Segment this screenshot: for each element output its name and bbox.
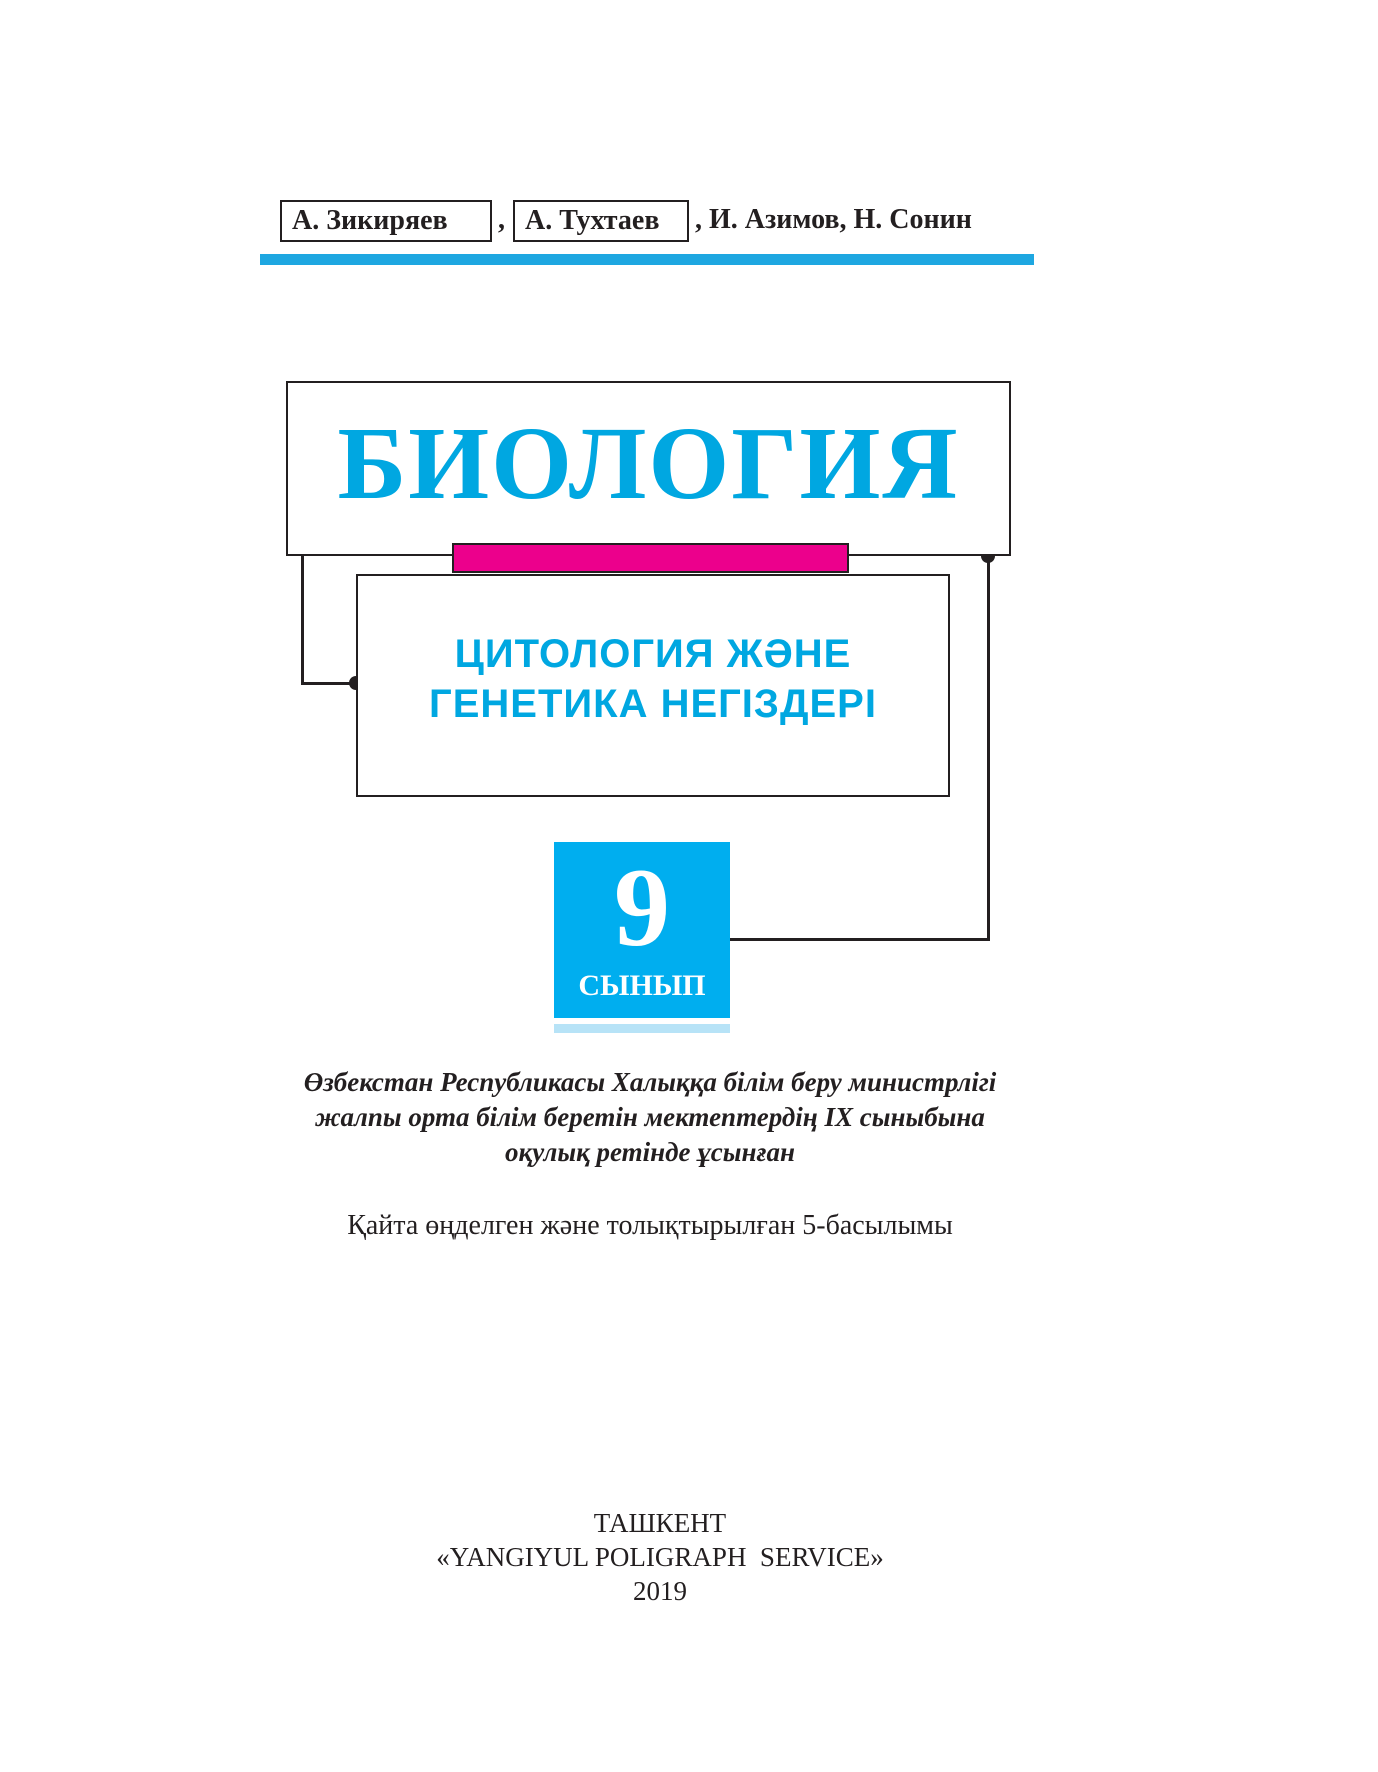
imprint	[300, 1506, 1020, 1608]
subtitle-line-1: ЦИТОЛОГИЯ ЖӘНЕ	[454, 632, 852, 676]
approval-line-1: Өзбекстан Республикасы Халыққа білім беру министрлігі	[303, 1067, 997, 1097]
author-zikiryaev: А. Зикиряев	[280, 200, 492, 242]
author-separator: ,	[498, 204, 505, 235]
imprint-city: ТАШКЕНТ	[593, 1508, 727, 1538]
grade-number: 9	[614, 846, 670, 970]
approval-line-2: жалпы орта білім беретін мектептердің IX сыныбына	[315, 1102, 985, 1132]
author-tukhtaev: А. Тухтаев	[513, 200, 689, 242]
blue-rule-divider	[260, 254, 1034, 265]
title-box	[286, 381, 1011, 556]
grade-badge	[554, 842, 730, 1018]
connector-line-right-vertical	[987, 556, 990, 940]
imprint-publisher: «YANGIYUL POLIGRAPH SERVICE»	[436, 1542, 884, 1572]
authors-rest: , И. Азимов, Н. Сонин	[695, 204, 972, 235]
subtitle-box	[356, 574, 950, 797]
grade-badge-shadow	[554, 1024, 730, 1033]
approval-statement	[200, 1065, 1100, 1170]
subtitle-line-2: ГЕНЕТИКА НЕГІЗДЕРІ	[429, 682, 877, 726]
connector-line-left-vertical	[301, 554, 304, 684]
pink-accent-bar	[452, 543, 849, 573]
authors-row	[260, 200, 1060, 246]
book-title: БИОЛОГИЯ	[337, 406, 960, 521]
approval-line-3: оқулық ретінде ұсынған	[505, 1137, 795, 1167]
edition-note: Қайта өңделген және толықтырылған 5-басылымы	[347, 1210, 953, 1241]
connector-line-right-horizontal	[729, 938, 990, 941]
grade-label: СЫНЫП	[578, 969, 706, 1002]
imprint-year: 2019	[633, 1576, 687, 1606]
